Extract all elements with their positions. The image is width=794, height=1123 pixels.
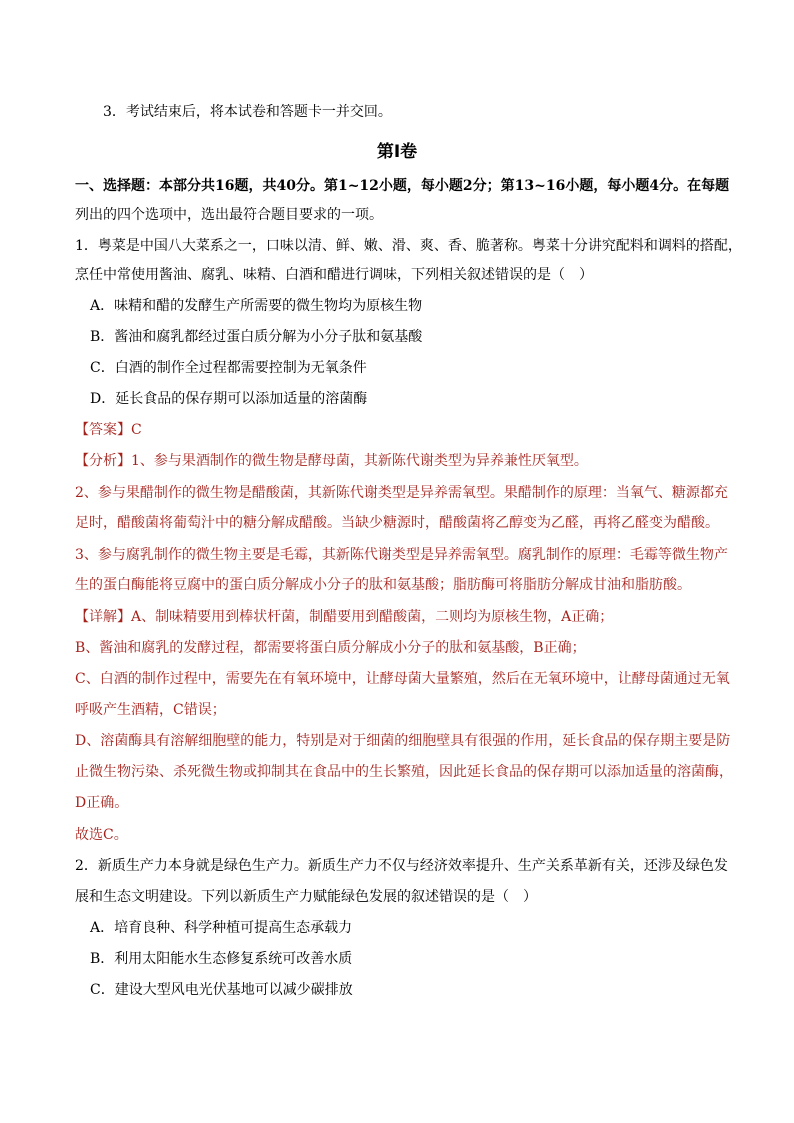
question-1-detail-line-5: D、溶菌酶具有溶解细胞壁的能力，特别是对于细菌的细胞壁具有很强的作用，延长食品的保存期主要是防 — [75, 733, 731, 749]
question-2-stem-line-1: 2．新质生产力本身就是绿色生产力。新质生产力不仅与经济效率提升、生产关系革新有关，还涉及绿色发 — [75, 858, 728, 874]
section-title: 第Ⅰ卷 — [376, 142, 418, 162]
question-1-detail-line-4: 呼吸产生酒精，C错误； — [75, 702, 226, 718]
question-1-analysis-line-4: 3、参与腐乳制作的微生物主要是毛霉，其新陈代谢类型是异养需氧型。腐乳制作的原理：毛霉等微生物产 — [75, 547, 728, 563]
question-2-stem-line-2: 展和生态文明建设。下列以新质生产力赋能绿色发展的叙述错误的是（ ） — [75, 889, 537, 905]
question-2-option-b: B．利用太阳能水生态修复系统可改善水质 — [90, 951, 353, 967]
question-1-analysis-line-2: 2、参与果醋制作的微生物是醋酸菌，其新陈代谢类型是异养需氧型。果醋制作的原理：当氧气、糖源都充 — [75, 485, 728, 501]
question-1-option-c: C．白酒的制作全过程都需要控制为无氧条件 — [90, 360, 367, 376]
question-1-detail-line-1: 【详解】A、制味精要用到棒状杆菌，制醋要用到醋酸菌，二则均为原核生物，A正确； — [75, 609, 614, 625]
question-1-analysis-line-3: 足时，醋酸菌将葡萄汁中的糖分解成醋酸。当缺少糖源时，醋酸菌将乙醇变为乙醛，再将乙醛变为醋酸。 — [75, 515, 719, 531]
question-1-answer: 【答案】C — [75, 422, 142, 438]
header-note: 3．考试结束后，将本试卷和答题卡一并交回。 — [103, 104, 392, 120]
question-1-stem-line-2: 烹任中常使用酱油、腐乳、味精、白酒和醋进行调味，下列相关叙述错误的是（ ） — [75, 267, 593, 283]
question-1-detail-line-6: 止微生物污染、杀死微生物或抑制其在食品中的生长繁殖，因此延长食品的保存期可以添加适量的溶菌酶， — [75, 764, 733, 780]
question-2-option-c: C．建设大型风电光伏基地可以减少碳排放 — [90, 982, 353, 998]
question-1-detail-line-7: D正确。 — [75, 795, 129, 811]
question-2-option-a: A．培育良种、科学种植可提高生态承载力 — [90, 920, 353, 936]
question-1-conclusion: 故选C。 — [75, 827, 128, 843]
instructions-line-2: 列出的四个选项中，选出最符合题目要求的一项。 — [75, 207, 383, 223]
question-1-analysis-line-1: 【分析】1、参与果酒制作的微生物是酵母菌，其新陈代谢类型为异养兼性厌氧型。 — [75, 453, 588, 469]
question-1-option-d: D．延长食品的保存期可以添加适量的溶菌酶 — [90, 391, 368, 407]
question-1-option-b: B．酱油和腐乳都经过蛋白质分解为小分子肽和氨基酸 — [90, 329, 423, 345]
question-1-detail-line-3: C、白酒的制作过程中，需要先在有氧环境中，让酵母菌大量繁殖，然后在无氧环境中，让酵母菌通过无氧 — [75, 671, 730, 687]
question-1-analysis-line-5: 生的蛋白酶能将豆腐中的蛋白质分解成小分子的肽和氨基酸；脂肪酶可将脂肪分解成甘油和脂肪酸。 — [75, 577, 691, 593]
question-1-stem-line-1: 1．粤菜是中国八大菜系之一，口味以清、鲜、嫩、滑、爽、香、脆著称。粤菜十分讲究配料和调料的搭配， — [75, 238, 742, 254]
question-1-detail-line-2: B、酱油和腐乳的发酵过程，都需要将蛋白质分解成小分子的肽和氨基酸，B正确； — [75, 640, 586, 656]
question-1-option-a: A．味精和醋的发酵生产所需要的微生物均为原核生物 — [90, 298, 423, 314]
instructions-line-1: 一、选择题：本部分共16题，共40分。第1~12小题，每小题2分；第13~16小题，每小题4分。在每题 — [75, 178, 730, 194]
